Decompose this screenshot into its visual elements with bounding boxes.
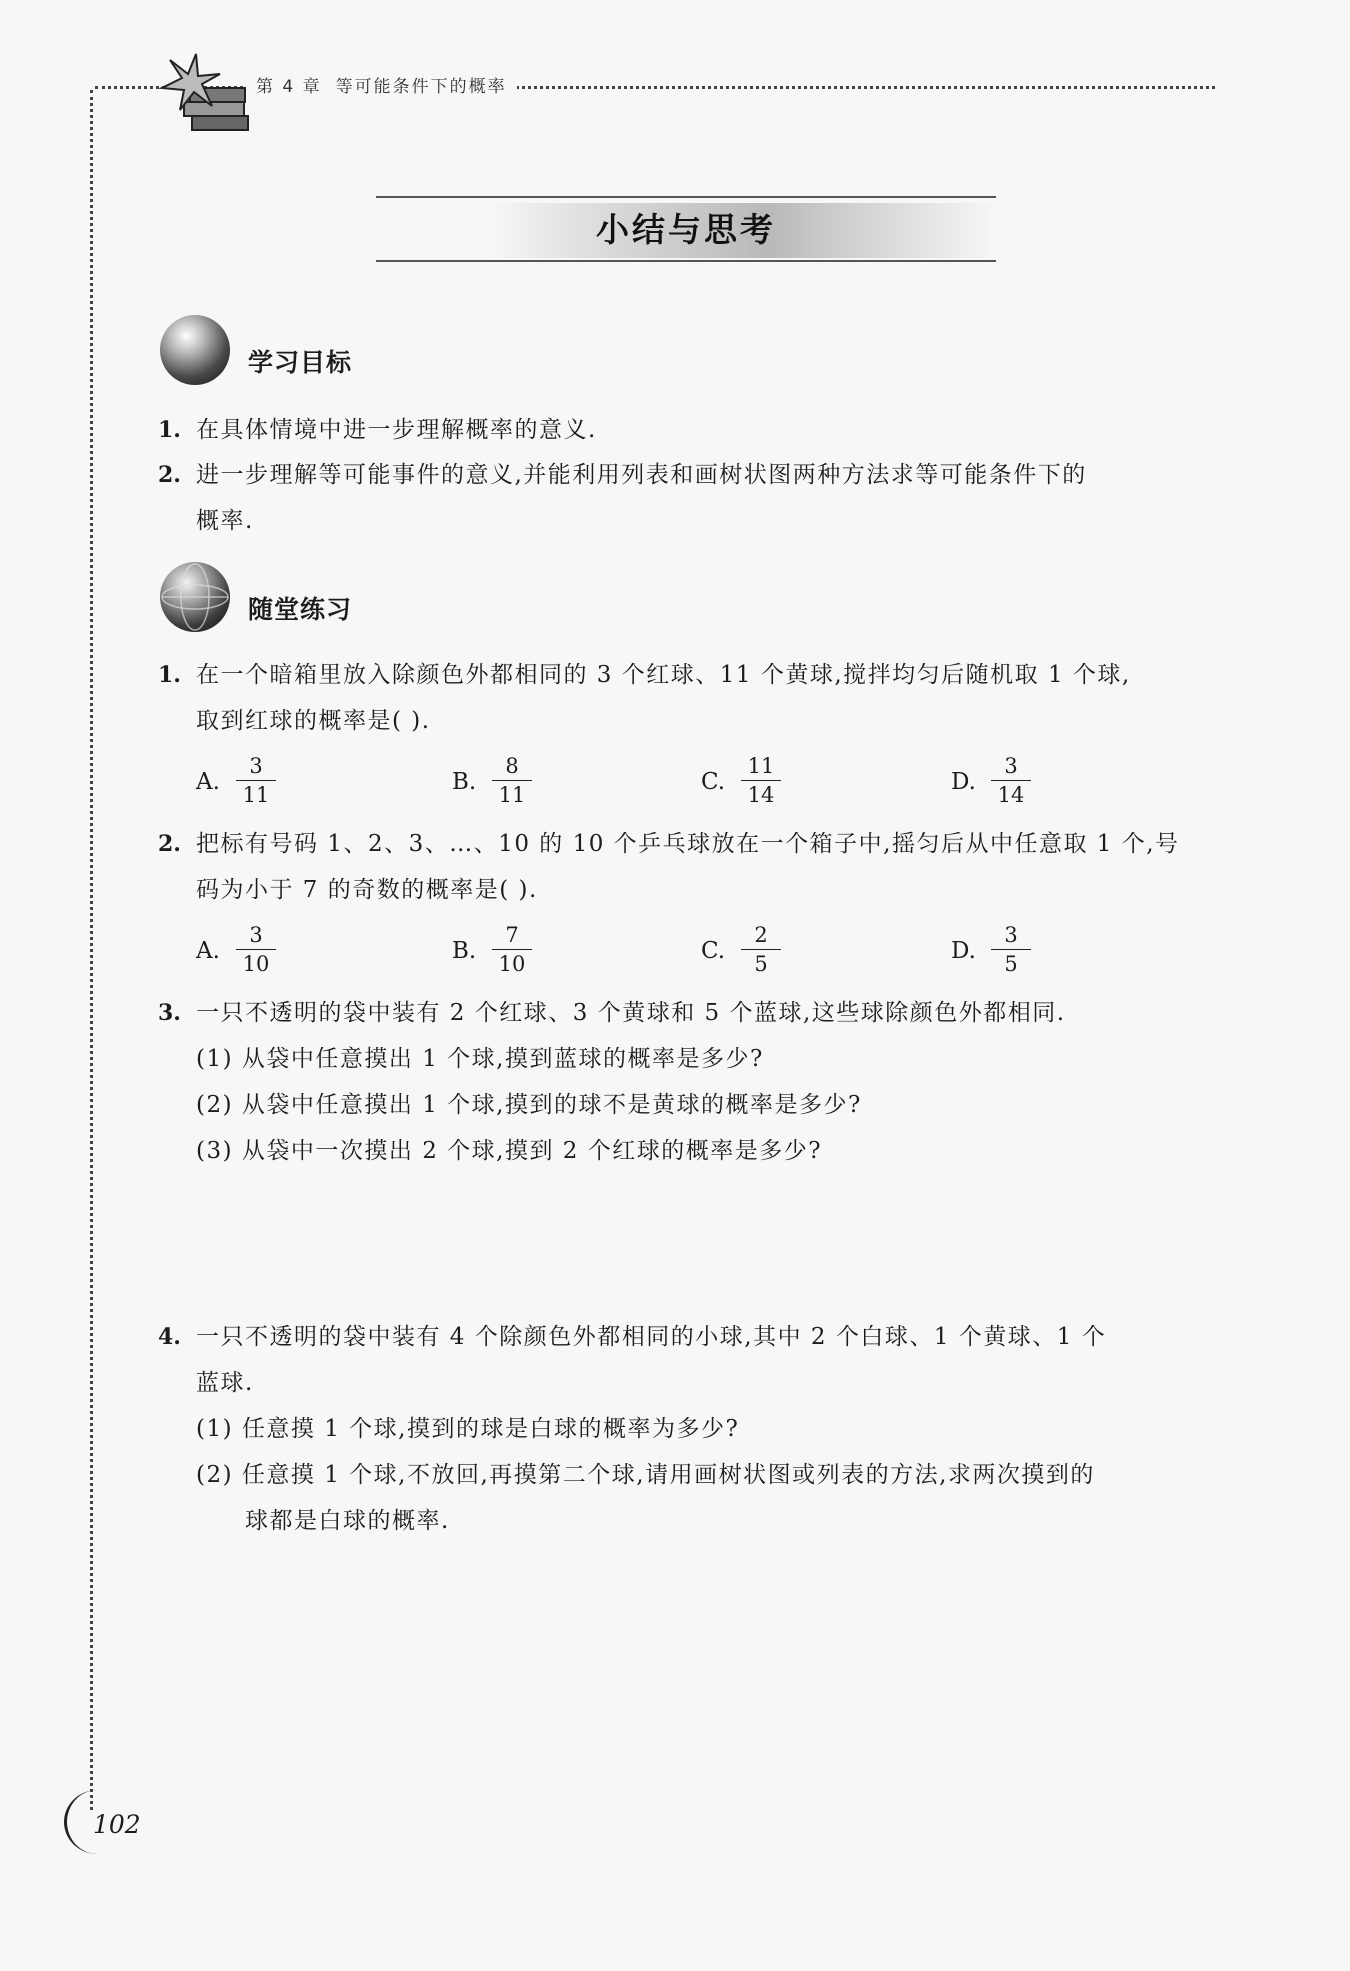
- option-letter: C.: [701, 769, 726, 795]
- question-part: (2) 从袋中任意摸出 1 个球,摸到的球不是黄球的概率是多少?: [196, 1092, 862, 1118]
- books-logo-icon: [150, 48, 255, 140]
- fraction: [741, 921, 781, 978]
- fraction: [991, 752, 1031, 809]
- fraction: [492, 752, 532, 809]
- option-letter: D.: [951, 769, 976, 795]
- globe-icon: [160, 562, 230, 632]
- option-letter: A.: [196, 769, 220, 795]
- fraction: [492, 921, 532, 978]
- question-number: 4.: [158, 1324, 181, 1350]
- objective-number: 2.: [158, 462, 181, 488]
- question-part-continued: 球都是白球的概率.: [245, 1508, 450, 1534]
- numerator: 11: [741, 752, 781, 781]
- denominator: 5: [1004, 952, 1018, 976]
- option-letter: B.: [452, 938, 477, 964]
- objective-text: 进一步理解等可能事件的意义,并能利用列表和画树状图两种方法求等可能条件下的: [196, 462, 1087, 488]
- question-part: (3) 从袋中一次摸出 2 个球,摸到 2 个红球的概率是多少?: [196, 1138, 823, 1164]
- chapter-title: 等可能条件下的概率: [335, 77, 507, 97]
- denominator: 10: [498, 952, 526, 976]
- section-title: 小结与思考: [596, 210, 776, 249]
- objectives-heading-label: 学习目标: [248, 348, 353, 377]
- practice-heading-label: 随堂练习: [248, 595, 353, 624]
- objective-text-continued: 概率.: [196, 508, 254, 534]
- question-part: (1) 任意摸 1 个球,摸到的球是白球的概率为多少?: [196, 1416, 740, 1442]
- denominator: 14: [747, 783, 775, 807]
- numerator: 8: [492, 752, 532, 781]
- question-text: 取到红球的概率是( ).: [196, 708, 431, 734]
- sphere-icon: [160, 315, 230, 385]
- question-text: 蓝球.: [196, 1370, 254, 1396]
- option-letter: A.: [196, 938, 220, 964]
- denominator: 10: [242, 952, 270, 976]
- question-number: 1.: [158, 662, 181, 688]
- question-number: 2.: [158, 831, 181, 857]
- question-number: 3.: [158, 1000, 181, 1026]
- objective-text: 在具体情境中进一步理解概率的意义.: [196, 417, 597, 443]
- denominator: 11: [498, 783, 526, 807]
- numerator: 3: [991, 921, 1031, 950]
- question-text: 在一个暗箱里放入除颜色外都相同的 3 个红球、11 个黄球,搅拌均匀后随机取 1 个球,: [196, 662, 1131, 688]
- denominator: 5: [754, 952, 768, 976]
- question-text: 一只不透明的袋中装有 4 个除颜色外都相同的小球,其中 2 个白球、1 个黄球、1 个: [196, 1324, 1107, 1350]
- numerator: 7: [492, 921, 532, 950]
- objective-number: 1.: [158, 417, 181, 443]
- fraction: [236, 752, 276, 809]
- numerator: 2: [741, 921, 781, 950]
- running-head: [246, 72, 517, 97]
- chapter-label: 第 4 章: [256, 77, 322, 97]
- numerator: 3: [236, 752, 276, 781]
- page-number: 102: [93, 1810, 141, 1839]
- title-rule-bottom: [376, 260, 996, 262]
- option-letter: B.: [452, 769, 477, 795]
- question-text: 把标有号码 1、2、3、…、10 的 10 个乒乓球放在一个箱子中,摇匀后从中任意取 1 个,号: [196, 831, 1180, 857]
- denominator: 14: [997, 783, 1025, 807]
- question-part: (2) 任意摸 1 个球,不放回,再摸第二个球,请用画树状图或列表的方法,求两次摸到的: [196, 1462, 1095, 1488]
- numerator: 3: [991, 752, 1031, 781]
- option-letter: D.: [951, 938, 976, 964]
- numerator: 3: [236, 921, 276, 950]
- option-letter: C.: [701, 938, 726, 964]
- question-text: 码为小于 7 的奇数的概率是( ).: [196, 877, 538, 903]
- fraction: [991, 921, 1031, 978]
- fraction: [236, 921, 276, 978]
- question-part: (1) 从袋中任意摸出 1 个球,摸到蓝球的概率是多少?: [196, 1046, 764, 1072]
- fraction: [741, 752, 781, 809]
- page-number-badge: [64, 1790, 141, 1854]
- denominator: 11: [242, 783, 270, 807]
- title-rule-top: [376, 196, 996, 198]
- margin-dotted-rule: [90, 90, 93, 1810]
- question-text: 一只不透明的袋中装有 2 个红球、3 个黄球和 5 个蓝球,这些球除颜色外都相同.: [196, 1000, 1066, 1026]
